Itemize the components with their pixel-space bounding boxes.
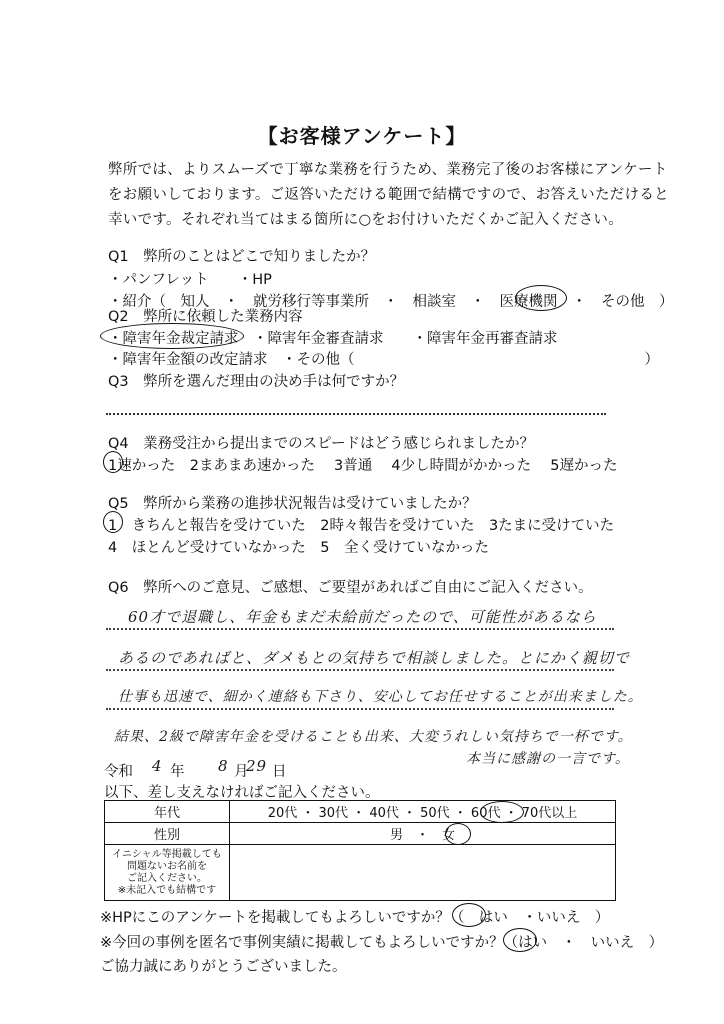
q6-rule-3	[106, 708, 614, 710]
page-title: 【お客様アンケート】	[257, 124, 467, 148]
q6-rule-1	[106, 628, 614, 630]
q1-question: Q1 弊所のことはどこで知りましたか？	[108, 249, 376, 265]
q6-answer-line-2: あるのであればと、ダメもとの気持ちで相談しました。とにかく親切で	[118, 649, 630, 667]
q6-answer-line-1: 60才で退職し、年金もまだ未給前だったので、可能性があるなら	[128, 608, 597, 626]
initial-row	[105, 845, 616, 901]
sex-row	[105, 823, 616, 845]
q6-answer-line-5: 本当に感謝の一言です。	[466, 751, 630, 767]
q1-selected-circle	[515, 285, 567, 311]
sex-label: 性別	[105, 823, 230, 845]
consent-case: ※今回の事例を匿名で事例実績に掲載してもよろしいですか？（はい ・ いいえ ）	[100, 935, 664, 951]
initial-label-line-4: ※未記入でも結構です	[117, 884, 217, 896]
q4-question: Q4 業務受注から提出までのスピードはどう感じられましたか？	[108, 436, 535, 452]
q6-answer-line-3: 仕事も迅速で、細かく連絡も下さり、安心してお任せすることが出来ました。	[118, 689, 643, 705]
q2-question: Q2 弊所に依頼した業務内容	[108, 309, 303, 325]
q6-question: Q6 弊所へのご意見、ご感想、ご要望があればご自由にご記入ください。	[108, 580, 593, 596]
initial-label	[105, 845, 230, 901]
date-day: 29	[246, 757, 268, 775]
age-options: 20代 ・ 30代 ・ 40代 ・ 50代 ・ 60代 ・ 70代以上	[230, 801, 616, 823]
table-intro: 以下、差し支えなければご記入ください。	[104, 785, 380, 801]
consent-hp-circle	[452, 903, 486, 927]
info-table	[104, 800, 616, 901]
q5-selected-circle	[103, 511, 123, 533]
sex-options: 男 ・ 女	[230, 823, 616, 845]
consent-hp: ※HPにこのアンケートを掲載してもよろしいですか？（ はい ・いいえ ）	[100, 910, 610, 926]
q3-answer-line	[106, 413, 606, 415]
intro-line-2: をお願いしております。ご返答いただける範囲で結構ですので、お答えいただけると	[108, 187, 669, 203]
initial-label-line-3: ご記入ください。	[127, 872, 207, 884]
initial-label-line-2: 問題ないお名前を	[127, 860, 207, 872]
intro-line-3: 幸いです。それぞれ当てはまる箇所に○をお付けいただくかご記入ください。	[108, 212, 623, 228]
age-selected-circle	[480, 801, 524, 823]
date-day-unit: 日	[272, 764, 287, 780]
q4-options: 1速かった 2まあまあ速かった 3普通 4少し時間がかかった 5遅かった	[108, 458, 618, 474]
initial-label-line-1: イニシャル等掲載しても	[112, 848, 222, 860]
q5-options-line-1: 1 きちんと報告を受けていた 2時々報告を受けていた 3たまに受けていた	[108, 518, 615, 534]
date-year: 4	[152, 757, 163, 775]
date-era: 令和	[104, 764, 133, 780]
q4-selected-circle	[103, 451, 123, 473]
q3-question: Q3 弊所を選んだ理由の決め手は何ですか？	[108, 374, 405, 390]
consent-case-circle	[503, 928, 537, 952]
q1-options-line-1: ・パンフレット ・HP	[108, 272, 272, 288]
q5-question: Q5 弊所から業務の進捗状況報告は受けていましたか？	[108, 496, 477, 512]
date-month-unit: 月	[234, 764, 249, 780]
initial-value	[230, 845, 616, 901]
q6-answer-line-4: 結果、2級で障害年金を受けることも出来、大変うれしい気持ちで一杯です。	[114, 729, 633, 745]
q2-options-line-1: ・障害年金裁定請求 ・障害年金審査請求 ・障害年金再審査請求	[108, 331, 558, 347]
date-year-unit: 年	[170, 764, 185, 780]
q5-options-line-2: 4 ほとんど受けていなかった 5 全く受けていなかった	[108, 540, 489, 556]
intro-line-1: 弊所では、よりスムーズで丁寧な業務を行うため、業務完了後のお客様にアンケート	[108, 162, 668, 178]
age-label: 年代	[105, 801, 230, 823]
q2-options-line-2: ・障害年金額の改定請求 ・その他（ ）	[108, 352, 659, 368]
q6-rule-2	[106, 669, 614, 671]
age-row	[105, 801, 616, 823]
closing-text: ご協力誠にありがとうございました。	[100, 959, 347, 975]
date-month: 8	[218, 757, 229, 775]
q2-selected-circle	[100, 323, 244, 349]
sex-selected-circle	[445, 823, 471, 845]
q1-options-line-2: ・紹介（ 知人 ・ 就労移行等事業所 ・ 相談室 ・ 医療機関 ・ その他 ）	[108, 294, 674, 310]
